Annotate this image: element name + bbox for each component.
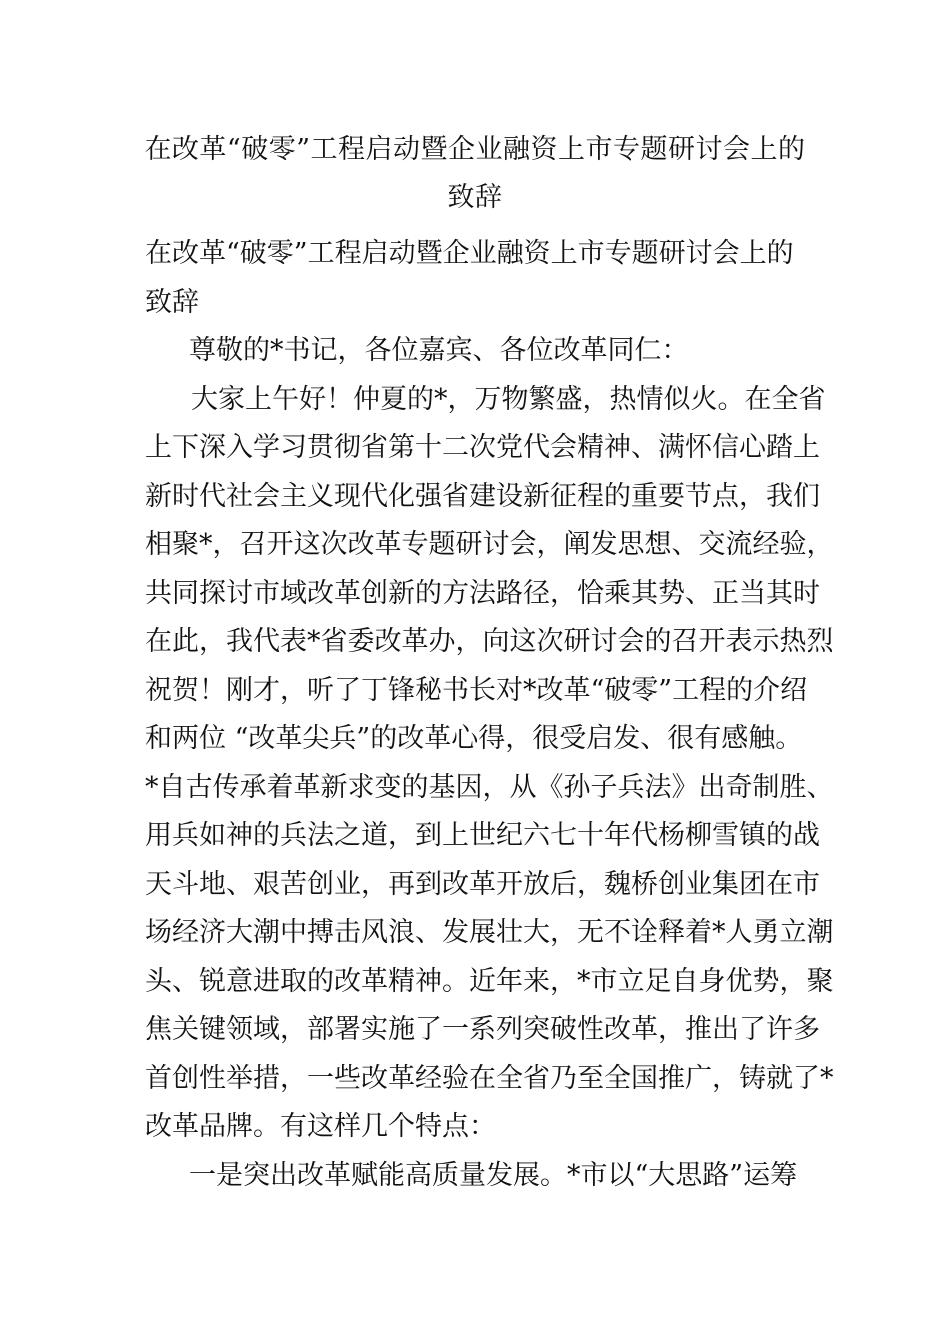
paragraph-1-line: 祝贺！刚才，听了丁锋秘书长对*改革“破零”工程的介绍 [145,674,808,706]
paragraph-1-line: 大家上午好！仲夏的*，万物繁盛，热情似火。在全省 [191,383,826,415]
paragraph-1-line: 相聚*，召开这次改革专题研讨会，阐发思想、交流经验， [145,529,834,560]
paragraph-1-line: 新时代社会主义现代化强省建设新征程的重要节点，我们 [145,480,820,512]
title-line-1: 在改革“破零”工程启动暨企业融资上市专题研讨会上的 [144,134,806,165]
document-title [140,126,810,222]
paragraph-1-line: 用兵如神的兵法之道，到上世纪六七十年代杨柳雪镇的战 [145,820,820,851]
paragraph-1-line: 焦关键领域，部署实施了一系列突破性改革，推出了许多 [145,1014,820,1045]
heading-line-1: 在改革“破零”工程启动暨企业融资上市专题研讨会上的 [145,238,794,269]
paragraph-1-line: *自古传承着革新求变的基因，从《孙子兵法》出奇制胜、 [145,771,834,803]
paragraph-1-line: 头、锐意进取的改革精神。近年来，*市立足自身优势，聚 [145,965,834,997]
paragraph-1-line: 天斗地、艰苦创业，再到改革开放后，魏桥创业集团在市 [145,868,820,900]
title-line-2: 致辞 [447,182,503,213]
document-body [145,230,834,1200]
paragraph-1-line: 场经济大潮中搏击风浪、发展壮大，无不诠释着*人勇立潮 [145,917,834,948]
paragraph-1-line: 在此，我代表*省委改革办，向这次研讨会的召开表示热烈 [145,626,834,657]
paragraph-1-line: 首创性举措，一些改革经验在全省乃至全国推广，铸就了* [145,1062,834,1094]
heading-line-2: 致辞 [145,286,199,318]
salutation: 尊敬的*书记，各位嘉宾、各位改革同仁： [189,335,689,366]
paragraph-1-line: 共同探讨市域改革创新的方法路径，恰乘其势、正当其时 [145,577,820,609]
paragraph-1-line: 和两位 “改革尖兵”的改革心得，很受启发、很有感触。 [145,723,803,754]
paragraph-1-line: 上下深入学习贯彻省第十二次党代会精神、满怀信心踏上 [145,432,820,463]
paragraph-1-line: 改革品牌。有这样几个特点： [145,1111,496,1142]
paragraph-2-line: 一是突出改革赋能高质量发展。*市以“大思路”运筹 [189,1159,798,1191]
